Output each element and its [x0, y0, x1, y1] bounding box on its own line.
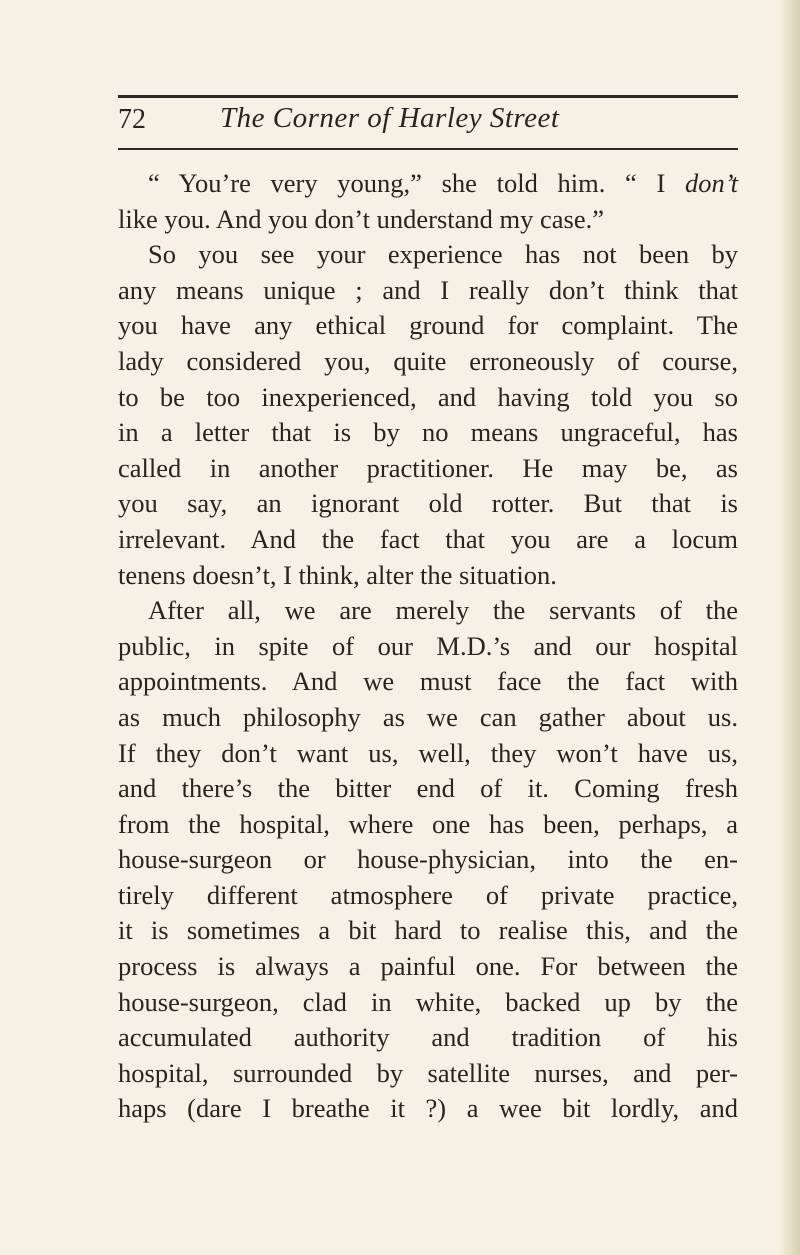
text-line: house-surgeon, clad in white, backed up by the — [118, 986, 738, 1017]
emphasis: don’t — [685, 168, 738, 198]
text-line: you have any ethical ground for complaint. The — [118, 310, 738, 341]
text-line: irrelevant. And the fact that you are a locum — [118, 523, 738, 554]
header-rule-top — [118, 95, 738, 98]
text-line: like you. And you don’t understand my case.” — [118, 203, 604, 234]
text-line: “ You’re very young,” she told him. “ I don’t — [148, 168, 738, 198]
text-line: from the hospital, where one has been, perhaps, a — [118, 808, 738, 839]
text-line: house-surgeon or house-physician, into the en- — [118, 844, 738, 875]
text-line: you say, an ignorant old rotter. But that is — [118, 488, 738, 519]
running-head — [118, 102, 738, 142]
header-rule-bottom — [118, 148, 738, 150]
text-line: and there’s the bitter end of it. Coming fresh — [118, 773, 738, 804]
text-line: accumulated authority and tradition of his — [118, 1022, 738, 1053]
page-number: 72 — [118, 104, 146, 135]
text-line: public, in spite of our M.D.’s and our hospital — [118, 630, 738, 661]
text-line: process is always a painful one. For between the — [118, 951, 738, 982]
text-line: it is sometimes a bit hard to realise this, and the — [118, 915, 738, 946]
text-line: appointments. And we must face the fact with — [118, 666, 738, 697]
text-line: as much philosophy as we can gather about us. — [118, 701, 738, 732]
body-text — [118, 166, 738, 1127]
text-line: hospital, surrounded by satellite nurses, and per- — [118, 1057, 738, 1088]
text-line: to be too inexperienced, and having told you so — [118, 381, 738, 412]
text-line: So you see your experience has not been by — [148, 239, 738, 270]
page-edge-shadow — [778, 0, 800, 1255]
running-title: The Corner of Harley Street — [220, 102, 560, 134]
text-line: haps (dare I breathe it ?) a wee bit lordly, and — [118, 1093, 738, 1124]
text-line: lady considered you, quite erroneously of course, — [118, 345, 738, 376]
text-line: tirely different atmosphere of private practice, — [118, 879, 738, 910]
text-line: After all, we are merely the servants of the — [148, 595, 738, 626]
text-line: If they don’t want us, well, they won’t have us, — [118, 737, 738, 768]
text-line: called in another practitioner. He may be, as — [118, 452, 738, 483]
text-line: tenens doesn’t, I think, alter the situation. — [118, 559, 557, 590]
text-line: in a letter that is by no means ungraceful, has — [118, 417, 738, 448]
text-line: any means unique ; and I really don’t think that — [118, 274, 738, 305]
